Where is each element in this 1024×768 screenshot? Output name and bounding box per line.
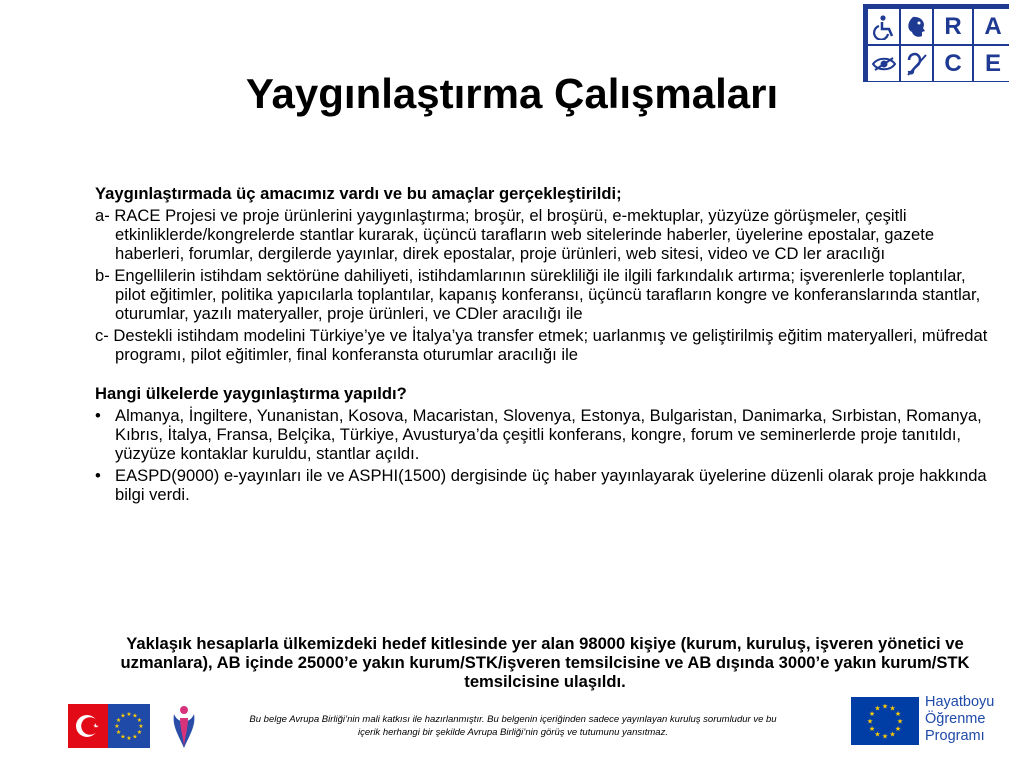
program-name-line: Öğrenme <box>925 711 986 727</box>
goal-item-c: c- Destekli istihdam modelini Türkiye’ye ve İtalya’ya transfer etmek; uarlanmış ve geliştirilmiş eğitim materyalleri, müfredat programı, pilot eğitimler, final konferansta oturumlar aracılığı ile <box>95 326 988 364</box>
eu-star: ★ <box>114 724 120 730</box>
content-body <box>95 184 995 504</box>
eu-star: ★ <box>894 725 902 733</box>
summary-text: Yaklaşık hesaplarla ülkemizdeki hedef kitlesinde yer alan 98000 kişiye (kurum, kuruluş, işveren yönetici ve uzmanlara), AB içinde 25000’e yakın kurum/STK/işveren temsilcisine ve AB dışında 3000’e yakın kurum/STK temsilcisine ulaşıldı. <box>120 633 970 691</box>
logo-letter-a: A <box>974 9 1012 44</box>
program-name-line: Hayatboyu <box>925 694 995 710</box>
eu-star: ★ <box>126 736 132 742</box>
eu-star: ★ <box>115 718 122 724</box>
eu-star: ★ <box>115 730 122 736</box>
eu-star: ★ <box>881 733 889 741</box>
eu-star: ★ <box>874 705 881 713</box>
eu-star: ★ <box>866 718 874 726</box>
logo-letter-e: E <box>974 46 1012 81</box>
section-heading-goals: Yaygınlaştırmada üç amacımız vardı ve bu amaçlar gerçekleştirildi; <box>95 184 622 203</box>
logo-letter-c: C <box>934 46 972 81</box>
eu-star: ★ <box>896 718 904 726</box>
eu-star: ★ <box>136 718 143 724</box>
program-name-line: Programı <box>925 728 985 744</box>
list-item <box>95 466 995 504</box>
list-item-text: EASPD(9000) e-yayınları ile ve ASPHI(1500) dergisinde üç haber yayınlayarak üyelerine düzenli olarak proje hakkında bilgi verdi. <box>115 466 987 504</box>
list-item <box>95 406 995 463</box>
eu-star: ★ <box>136 730 143 736</box>
goal-item-a: a- RACE Projesi ve proje ürünlerini yaygınlaştırma; broşür, el broşürü, e-mektuplar, yüzyüze görüşmeler, çeşitli etkinliklerde/kongrelerde stantlar kurarak, üçüncü tarafların web sitelerinde haberler, üyelerine epostalar, gazete haberleri, forumlar, dergilerde yayınlar, direk epostalar, proje ürünleri, web sitesi, video ve CD ler aracılığı <box>95 206 935 263</box>
section-heading-countries: Hangi ülkelerde yaygınlaştırma yapıldı? <box>95 384 407 403</box>
eu-star: ★ <box>120 734 126 741</box>
list-item-text: Almanya, İngiltere, Yunanistan, Kosova, Macaristan, Slovenya, Estonya, Bulgaristan, Danimarka, Sırbistan, Romanya, Kıbrıs, İtalya, Fransa, Belçika, Türkiye, Avusturya’da çeşitli konferans, kongre, forum ve seminerlerde proje tanıtıldı, yüzyüze kontaklar kuruldu, stantlar açıldı. <box>115 406 982 463</box>
bullet-marker: • <box>95 466 101 485</box>
logo-letter-r: R <box>934 9 972 44</box>
eu-star: ★ <box>120 713 126 720</box>
eu-star: ★ <box>881 703 889 711</box>
eu-star: ★ <box>138 724 144 730</box>
eu-star: ★ <box>889 731 896 739</box>
bullet-marker: • <box>95 406 101 425</box>
goal-item-b: b- Engellilerin istihdam sektörüne dahiliyeti, istihdamlarının sürekliliği ile ilgili farkındalık artırma; işverenlerle toplantılar, pilot eğitimler, politika yapıcılarla toplantılar, kapanış konferansı, üçüncü tarafların kongre ve konferanslarında stantlar, oturumlar, yazılı materyaller, proje ürünleri, ve CDler aracılığı ile <box>95 266 981 323</box>
ribbon-logo-icon <box>170 704 198 752</box>
eu-star: ★ <box>132 713 138 720</box>
eu-star: ★ <box>894 710 902 718</box>
eu-star: ★ <box>874 731 881 739</box>
eu-star: ★ <box>889 705 896 713</box>
eu-star: ★ <box>132 734 138 741</box>
eu-disclaimer: Bu belge Avrupa Birliği’nin mali katkısı ile hazırlanmıştır. Bu belgenin içeriğinden sadece yayınlayan kuruluş sorumludur ve bu içerik herhangi bir şekilde Avrupa Birliği’nin görüş ve tutumunu yansıtmaz. <box>249 714 777 738</box>
eu-star: ★ <box>868 725 876 733</box>
eu-flag-icon <box>108 704 150 748</box>
eu-star: ★ <box>868 710 876 718</box>
lifelong-learning-logo <box>925 694 1005 745</box>
eu-flag-icon <box>851 697 919 745</box>
eu-star: ★ <box>126 712 132 718</box>
wheelchair-icon <box>868 9 899 44</box>
page-title: Yaygınlaştırma Çalışmaları <box>245 70 779 117</box>
turkey-flag-icon <box>68 704 108 748</box>
face-icon <box>901 9 932 44</box>
